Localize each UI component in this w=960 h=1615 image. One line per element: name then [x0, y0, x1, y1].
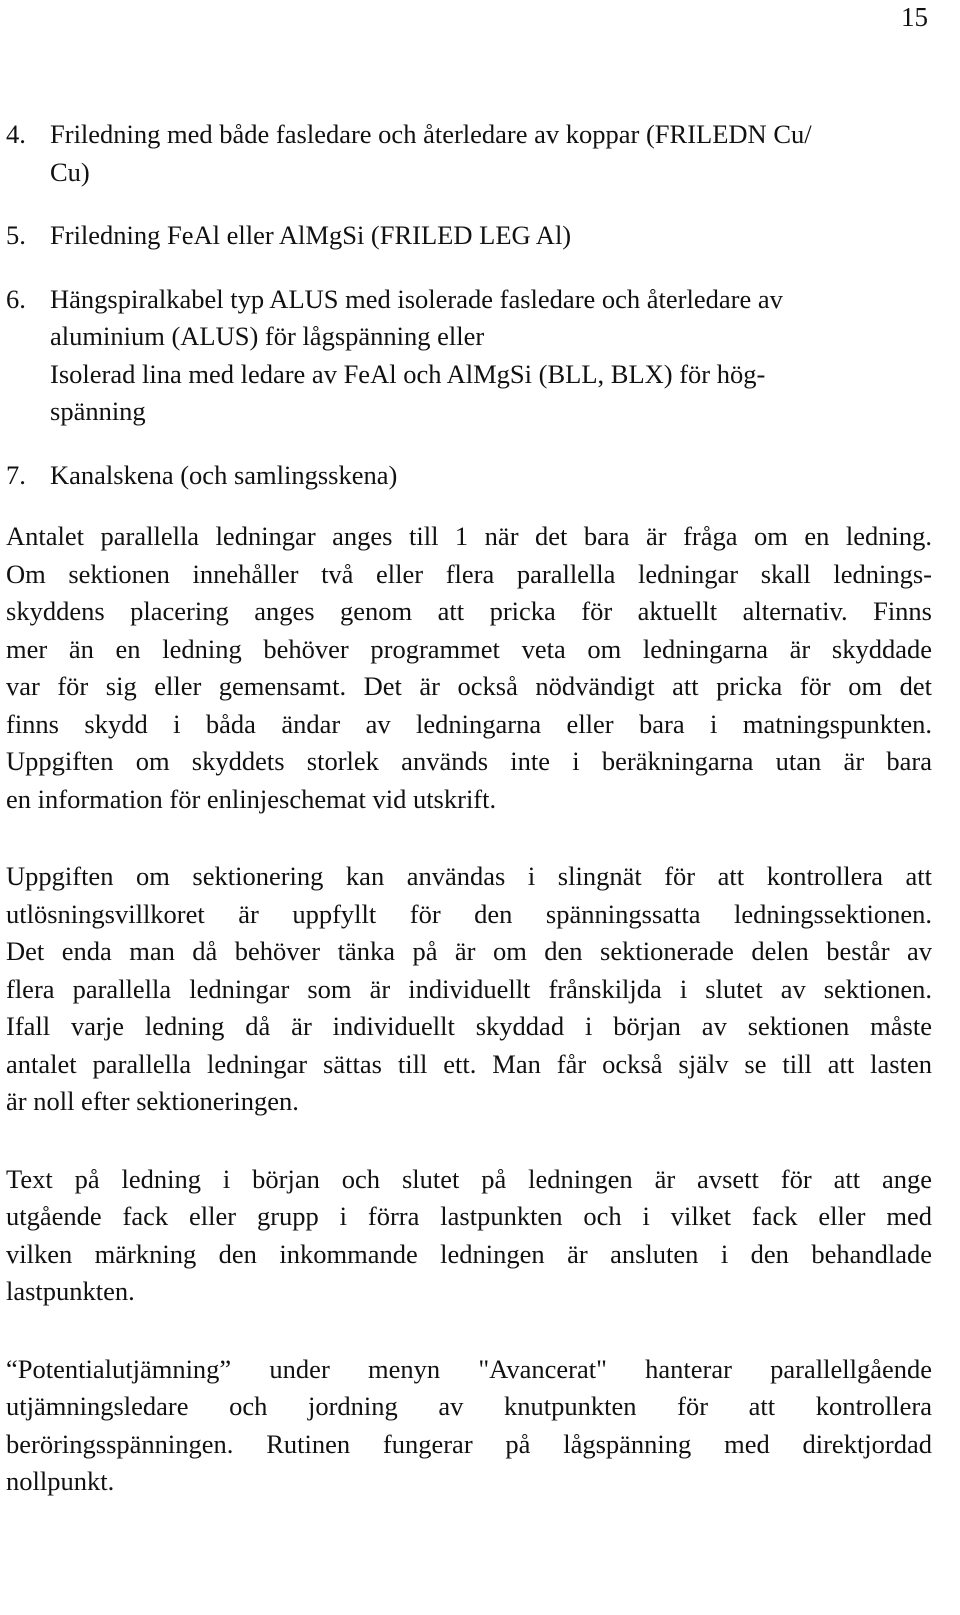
paragraph-sectioning: [6, 858, 932, 1121]
list-item-text: [50, 217, 932, 255]
text-line: spänning: [50, 396, 146, 426]
text-line: skyddens placering anges genom att pricka för aktuellt alternativ. Finns: [6, 596, 932, 626]
paragraph-potential-equalization: [6, 1351, 932, 1501]
text-line: Det enda man då behöver tänka på är om den sektionerade delen består av: [6, 936, 932, 966]
text-line: Isolerad lina med ledare av FeAl och AlMgSi (BLL, BLX) för hög-: [50, 358, 766, 389]
text-line: en information för enlinjeschemat vid utskrift.: [6, 783, 497, 814]
text-line: Hängspiralkabel typ ALUS med isolerade fasledare och återledare av: [50, 283, 783, 314]
text-line: Ifall varje ledning då är individuellt skyddad i början av sektionen måste: [6, 1011, 932, 1041]
list-item-7: [6, 457, 932, 495]
list-item-text: [50, 116, 932, 191]
text-line: beröringsspänningen. Rutinen fungerar på lågspänning med direktjordad: [6, 1428, 932, 1459]
list-item-text: [50, 281, 932, 431]
text-line: flera parallella ledningar som är individuellt frånskiljda i slutet av sektionen.: [6, 973, 932, 1004]
list-item-4: [6, 116, 932, 191]
list-item-number: 7.: [6, 459, 26, 490]
text-line: utjämningsledare och jordning av knutpunkten för att kontrollera: [6, 1391, 932, 1421]
text-line: Cu): [50, 156, 90, 187]
text-line: finns skydd i båda ändar av ledningarna eller bara i matningspunkten.: [6, 708, 932, 739]
paragraph-parallel-lines: [6, 518, 932, 818]
text-line: utgående fack eller grupp i förra lastpunkten och i vilket fack eller med: [6, 1201, 932, 1231]
text-line: Uppgiften om skyddets storlek används inte i beräkningarna utan är bara: [6, 746, 932, 776]
text-line: Friledning FeAl eller AlMgSi (FRILED LEG Al): [50, 220, 572, 250]
text-line: nollpunkt.: [6, 1466, 115, 1496]
text-line: Kanalskena (och samlingsskena): [50, 459, 398, 490]
text-line: Om sektionen innehåller två eller flera parallella ledningar skall lednings-: [6, 558, 932, 589]
text-line: Text på ledning i början och slutet på ledningen är avsett för att ange: [6, 1163, 932, 1194]
text-line: aluminium (ALUS) för lågspänning eller: [50, 321, 485, 351]
list-item-number: 5.: [6, 220, 26, 250]
text-line: Uppgiften om sektionering kan användas i slingnät för att kontrollera att: [6, 861, 932, 891]
text-line: “Potentialutjämning” under menyn "Avancerat" hanterar parallellgående: [6, 1353, 932, 1384]
text-line: antalet parallella ledningar sättas till ett. Man får också själv se till att lasten: [6, 1048, 932, 1079]
text-line: vilken märkning den inkommande ledningen är ansluten i den behandlade: [6, 1238, 932, 1269]
text-line: Friledning med både fasledare och återledare av koppar (FRILEDN Cu/: [50, 119, 812, 149]
page-number: 15: [901, 2, 928, 32]
list-item-text: [50, 457, 932, 495]
text-line: är noll efter sektioneringen.: [6, 1086, 299, 1116]
document-body: [6, 116, 932, 1501]
paragraph-line-text: [6, 1161, 932, 1311]
list-item-number: 6.: [6, 283, 26, 314]
list-item-5: [6, 217, 932, 255]
text-line: var för sig eller gemensamt. Det är också nödvändigt att pricka för om det: [6, 671, 932, 701]
text-line: Antalet parallella ledningar anges till 1 när det bara är fråga om en ledning.: [6, 521, 932, 551]
text-line: utlösningsvillkoret är uppfyllt för den spänningssatta ledningssektionen.: [6, 898, 932, 929]
list-item-6: [6, 281, 932, 431]
text-line: mer än en ledning behöver programmet veta om ledningarna är skyddade: [6, 633, 932, 664]
list-item-number: 4.: [6, 119, 26, 149]
text-line: lastpunkten.: [6, 1276, 135, 1306]
